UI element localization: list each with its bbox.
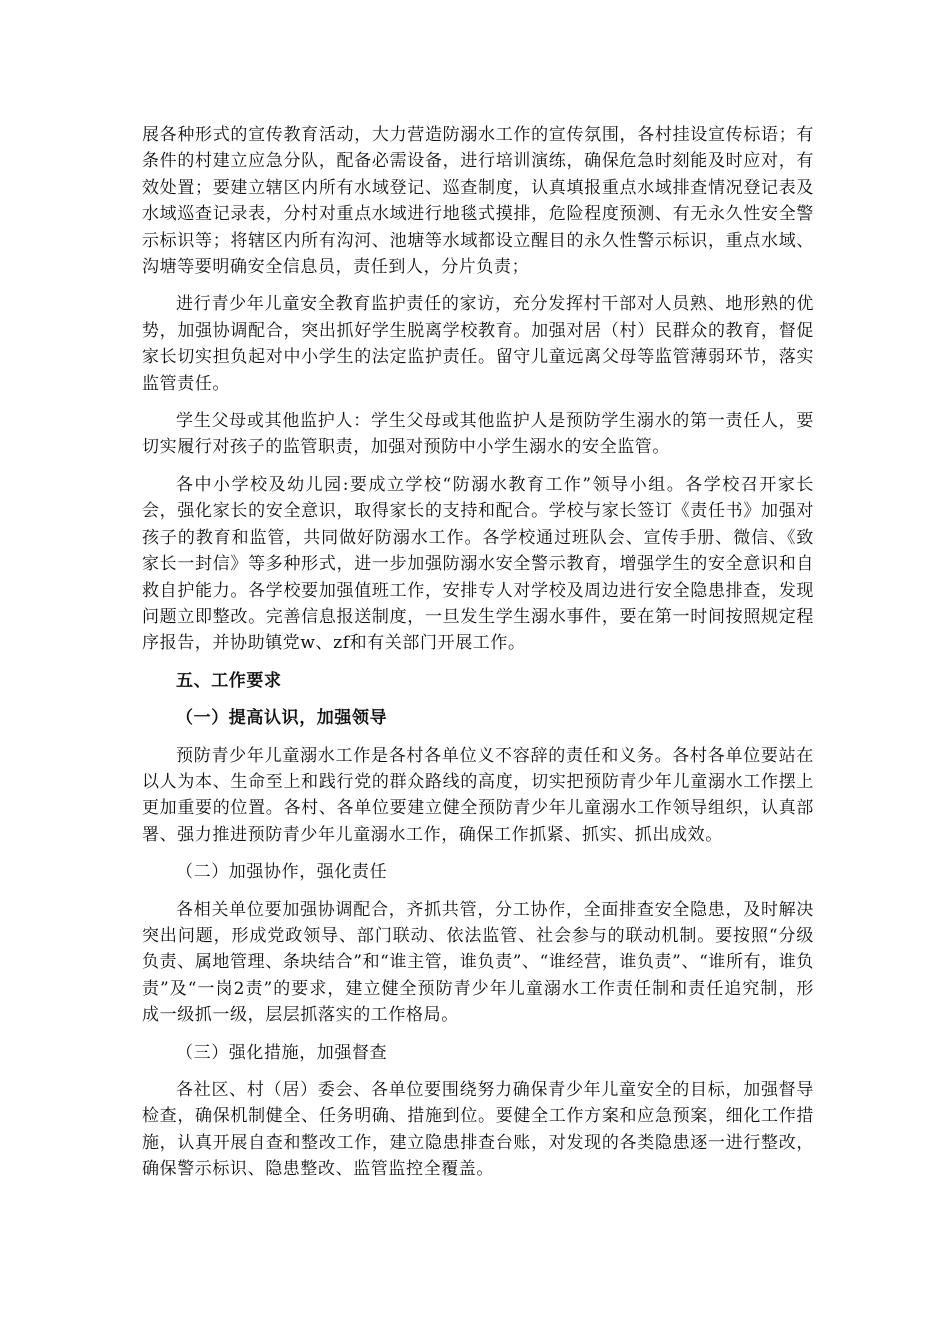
paragraph-strengthen-measures: 各社区、村（居）委会、各单位要围绕努力确保青少年儿童安全的目标，加强督导检查，确保机制健全、任务明确、措施到位。要健全工作方案和应急预案，细化工作措施，认真开展自查和整改工作，建立隐患排查台账，对发现的各类隐患逐一进行整改，确保警示标识、隐患整改、监管监控全覆盖。 [142, 1080, 814, 1180]
document-body [142, 122, 814, 1183]
paragraph-strengthen-cooperation: 各相关单位要加强协调配合，齐抓共管，分工协作，全面排查安全隐患，及时解决突出问题，形成党政领导、部门联动、依法监管、社会参与的联动机制。要按照“分级负责、属地管理、条块结合”和“谁主管，谁负责”、“谁经营，谁负责”、“谁所有，谁负责”及“一岗2责”的要求，建立健全预防青少年儿童溺水工作责任制和责任追究制，形成一级抓一级，层层抓落实的工作格局。 [142, 899, 814, 1026]
paragraph-home-visits: 进行青少年儿童安全教育监护责任的家访，充分发挥村干部对人员熟、地形熟的优势，加强协调配合，突出抓好学生脱离学校教育。加强对居（村）民群众的教育，督促家长切实担负起对中小学生的法定监护责任。留守儿童远离父母等监管薄弱环节，落实监管责任。 [142, 294, 814, 394]
paragraph-guardians: 学生父母或其他监护人：学生父母或其他监护人是预防学生溺水的第一责任人，要切实履行对孩子的监管职责，加强对预防中小学生溺水的安全监管。 [142, 411, 814, 458]
section-heading-work-requirements: 五、工作要求 [176, 670, 282, 691]
paragraph-publicity-measures: 展各种形式的宣传教育活动，大力营造防溺水工作的宣传氛围，各村挂设宣传标语；有条件的村建立应急分队，配备必需设备，进行培训演练，确保危急时刻能及时应对，有效处置；要建立辖区内所有水域登记、巡查制度，认真填报重点水域排查情况登记表及水域巡查记录表，分村对重点水域进行地毯式摸排，危险程度预测、有无永久性安全警示标识等；将辖区内所有沟河、池塘等水域都设立醒目的永久性警示标识，重点水域、沟塘等要明确安全信息员，责任到人，分片负责； [142, 125, 814, 278]
subheading-strengthen-cooperation: （二）加强协作，强化责任 [176, 862, 388, 883]
subheading-strengthen-measures: （三）强化措施，加强督查 [176, 1042, 388, 1063]
subheading-raise-awareness: （一）提高认识，加强领导 [176, 708, 388, 729]
paragraph-raise-awareness: 预防青少年儿童溺水工作是各村各单位义不容辞的责任和义务。各村各单位要站在以人为本、生命至上和践行党的群众路线的高度，切实把预防青少年儿童溺水工作摆上更加重要的位置。各村、各单位要建立健全预防青少年儿童溺水工作领导组织，认真部署、强力推进预防青少年儿童溺水工作，确保工作抓紧、抓实、抓出成效。 [142, 745, 814, 845]
paragraph-schools: 各中小学校及幼儿园:要成立学校“防溺水教育工作”领导小组。各学校召开家长会，强化家长的安全意识，取得家长的支持和配合。学校与家长签订《责任书》加强对孩子的教育和监管，共同做好防溺水工作。各学校通过班队会、宣传手册、微信、《致家长一封信》等多种形式，进一步加强防溺水安全警示教育，增强学生的安全意识和自救自护能力。各学校要加强值班工作，安排专人对学校及周边进行安全隐患排查，发现问题立即整改。完善信息报送制度，一旦发生学生溺水事件，要在第一时间按照规定程序报告，并协助镇党w、zf和有关部门开展工作。 [142, 474, 814, 654]
